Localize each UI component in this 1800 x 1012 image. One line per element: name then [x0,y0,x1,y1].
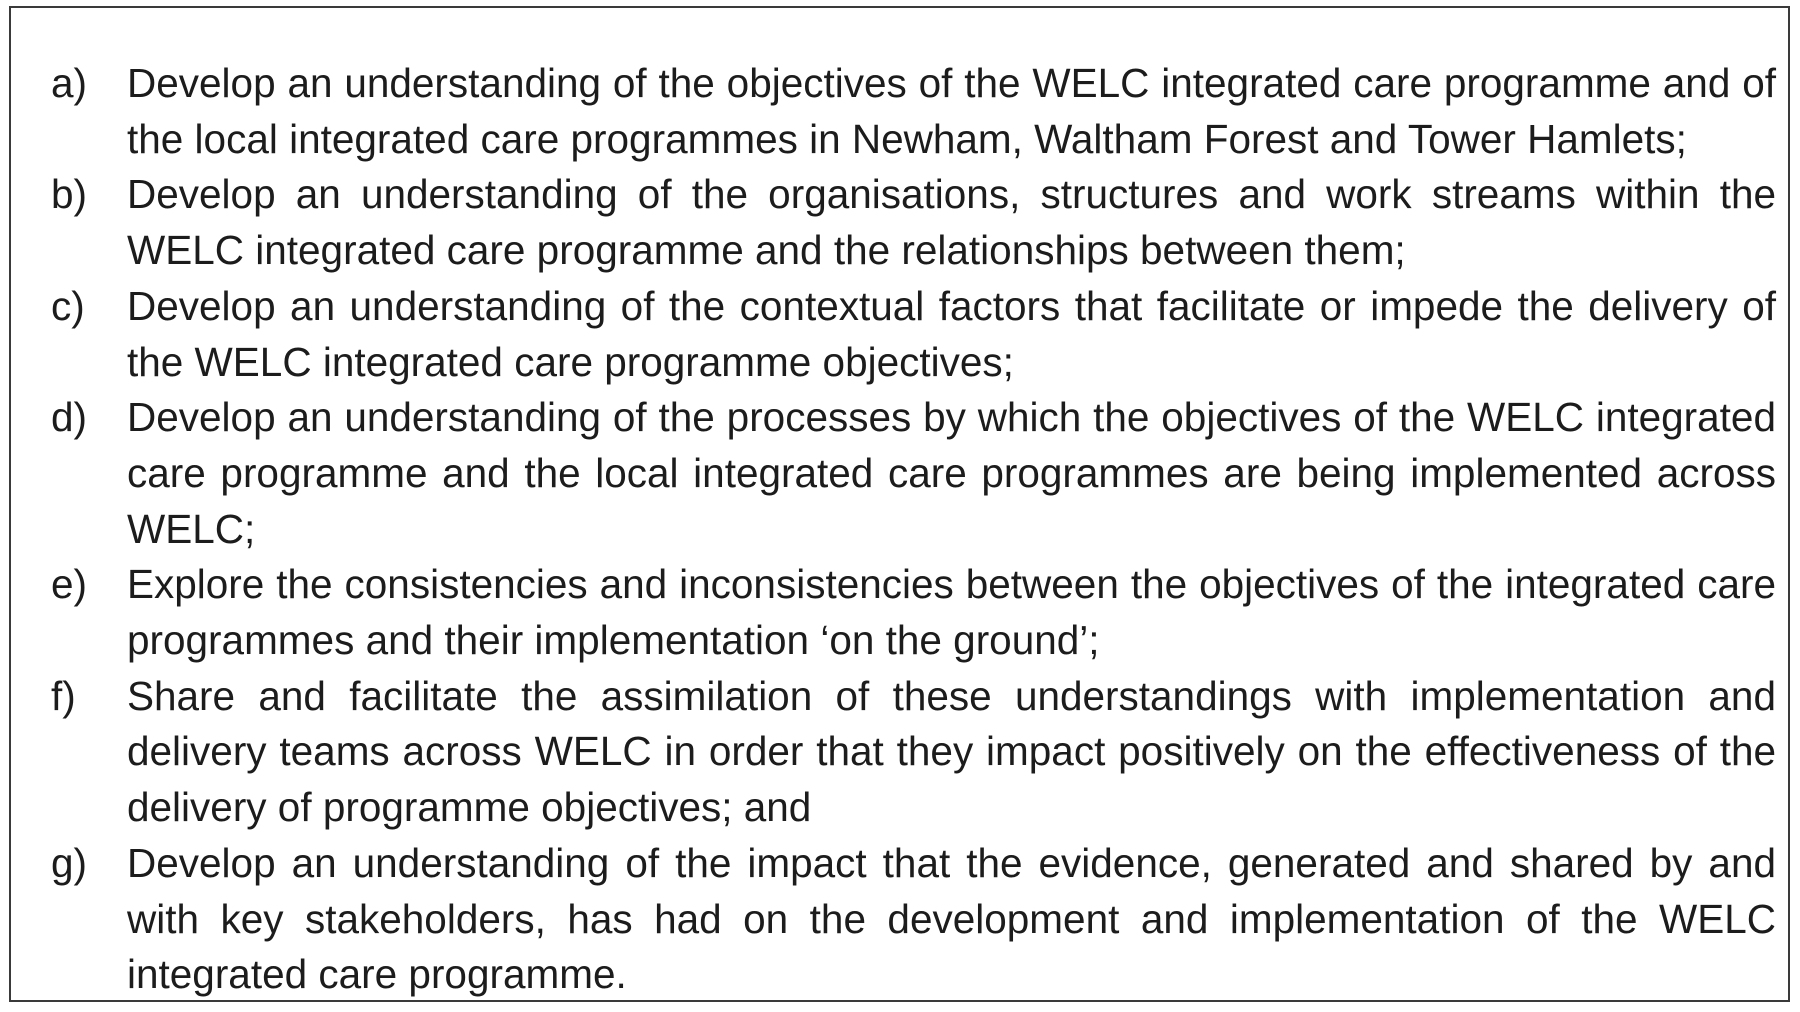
objectives-list [51,56,1776,1003]
list-item-a [51,56,1776,167]
list-item-d [51,390,1776,557]
item-marker: d) [51,394,88,441]
item-text: Develop an understanding of the objectives of the WELC integrated care programme and of the local integrated care programmes in Newham, Waltham Forest and Tower Hamlets; [127,60,1776,162]
item-text: Develop an understanding of the impact that the evidence, generated and shared by and with key stakeholders, has had on the development and implementation of the WELC integrated care programme. [127,839,1776,998]
list-item-g [51,836,1776,1003]
list-item-b [51,167,1776,278]
objectives-box [9,6,1790,1002]
list-item-f [51,669,1776,836]
list-item-e [51,557,1776,668]
item-text: Share and facilitate the assimilation of these understandings with implementation and delivery teams across WELC in order that they impact positively on the effectiveness of the delivery of programme objectives; and [127,672,1776,831]
item-marker: e) [51,561,88,608]
item-text: Develop an understanding of the contextual factors that facilitate or impede the delivery of the WELC integrated care programme objectives; [127,282,1776,385]
list-item-c [51,279,1776,390]
item-text: Develop an understanding of the organisations, structures and work streams within the WELC integrated care programme and the relationships between them; [127,171,1776,274]
item-marker: a) [51,60,88,106]
item-text: Explore the consistencies and inconsistencies between the objectives of the integrated care programmes and their implementation ‘on the ground’; [127,561,1776,664]
item-text: Develop an understanding of the processes by which the objectives of the WELC integrated care programme and the local integrated care programmes are being implemented across WELC; [127,394,1776,552]
item-marker: f) [51,672,76,719]
item-marker: b) [51,171,88,218]
item-marker: g) [51,839,88,886]
item-marker: c) [51,282,85,329]
